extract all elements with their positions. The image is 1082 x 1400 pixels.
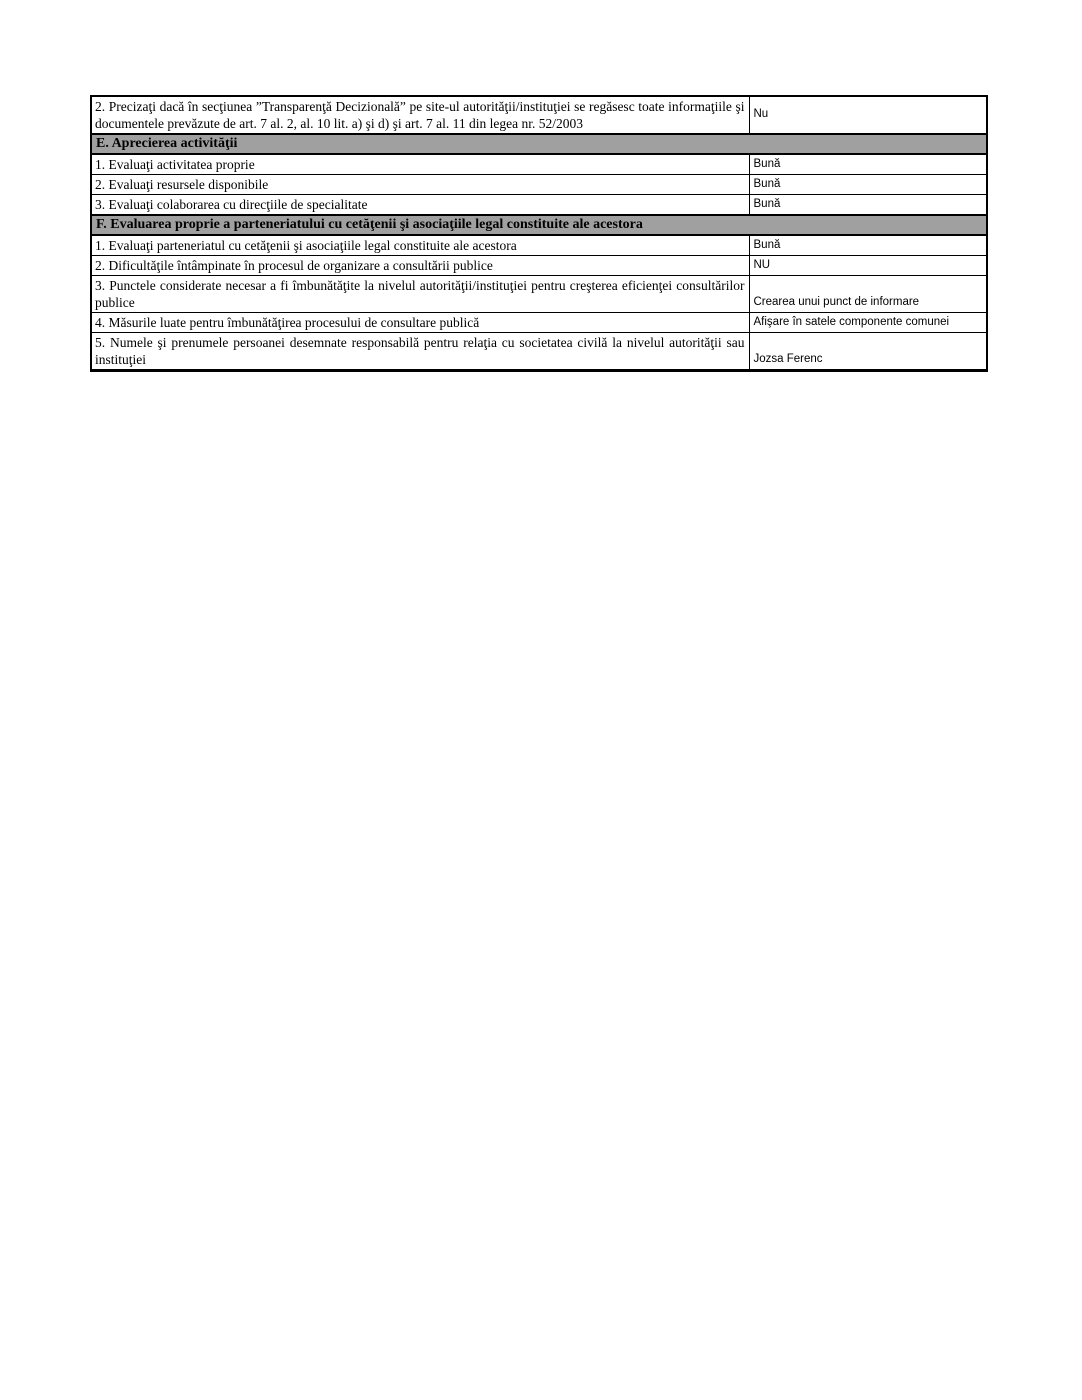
table-row [91,96,987,134]
question-cell: 3. Evaluaţi colaborarea cu direcţiile de specialitate [91,195,749,216]
answer-cell: Jozsa Ferenc [749,333,987,371]
question-cell: 3. Punctele considerate necesar a fi îmbunătăţite la nivelul autorităţii/instituţiei pentru creşterea eficienţei consultărilor publice [91,276,749,313]
table-row [91,175,987,195]
table-row [91,256,987,276]
question-cell: 1. Evaluaţi parteneriatul cu cetăţenii şi asociaţiile legal constituite ale acestora [91,235,749,256]
question-cell: 1. Evaluaţi activitatea proprie [91,154,749,175]
table-row [91,154,987,175]
answer-cell: Nu [749,96,987,134]
section-header-row-f [91,215,987,235]
table-row [91,333,987,371]
answer-cell: Bună [749,235,987,256]
table-row [91,235,987,256]
question-cell: 4. Măsurile luate pentru îmbunătăţirea procesului de consultare publică [91,313,749,333]
question-cell: 2. Precizaţi dacă în secţiunea ”Transparenţă Decizională” pe site-ul autorităţii/instituţiei se regăsesc toate informaţiile şi documentele prevăzute de art. 7 al. 2, al. 10 lit. a) şi d) şi art. 7 al. 11 din legea nr. 52/2003 [91,96,749,134]
table-row [91,313,987,333]
report-table [90,95,988,372]
answer-cell: Afişare în satele componente comunei [749,313,987,333]
table-row [91,195,987,216]
answer-cell: NU [749,256,987,276]
answer-cell: Bună [749,175,987,195]
table-row [91,276,987,313]
answer-cell: Bună [749,154,987,175]
section-header-label: E. Aprecierea activităţii [91,134,987,154]
answer-cell: Crearea unui punct de informare [749,276,987,313]
question-cell: 2. Evaluaţi resursele disponibile [91,175,749,195]
question-cell: 2. Dificultăţile întâmpinate în procesul de organizare a consultării publice [91,256,749,276]
section-header-row-e [91,134,987,154]
question-cell: 5. Numele şi prenumele persoanei desemnate responsabilă pentru relaţia cu societatea civilă la nivelul autorităţii sau instituţiei [91,333,749,371]
answer-cell: Bună [749,195,987,216]
section-header-label: F. Evaluarea proprie a parteneriatului cu cetăţenii şi asociaţiile legal constituite ale acestora [91,215,987,235]
